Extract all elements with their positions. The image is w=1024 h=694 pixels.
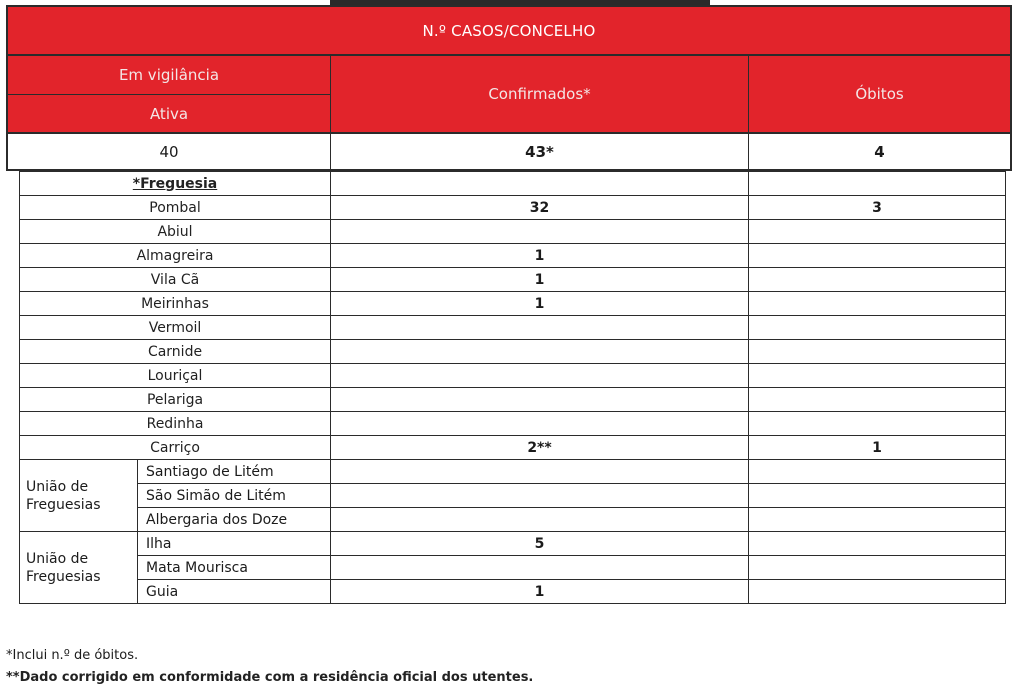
confirmados-cell: 32: [331, 196, 749, 220]
table-row: [20, 508, 1006, 532]
obitos-cell: [749, 316, 1006, 340]
footnotes: [6, 645, 533, 689]
vigilancia-value: 40: [159, 142, 179, 161]
freguesia-name: Vermoil: [20, 316, 331, 340]
table-row: [20, 292, 1006, 316]
table-title: N.º CASOS/CONCELHO: [8, 7, 1010, 56]
obitos-cell: 3: [749, 196, 1006, 220]
freguesia-name: Carnide: [20, 340, 331, 364]
em-vigilancia-header: Em vigilância: [8, 56, 330, 95]
freguesia-name: Redinha: [20, 412, 331, 436]
parish-table: [19, 171, 1006, 604]
footnote-2: **Dado corrigido em conformidade com a residência oficial dos utentes.: [6, 670, 534, 685]
confirmados-cell: [331, 316, 749, 340]
obitos-cell: [749, 340, 1006, 364]
footnote-1: *Inclui n.º de óbitos.: [6, 648, 139, 663]
confirmados-cell: 5: [331, 532, 749, 556]
table-row: [20, 220, 1006, 244]
confirmados-cell: 2**: [331, 436, 749, 460]
summary-values-row: [8, 132, 1010, 169]
uniao-label: União de Freguesias: [20, 460, 138, 532]
obitos-cell: [749, 556, 1006, 580]
table-row: [20, 484, 1006, 508]
table-row: [20, 244, 1006, 268]
obitos-cell: 1: [749, 436, 1006, 460]
uniao-member-name: Mata Mourisca: [138, 556, 331, 580]
obitos-cell: [749, 364, 1006, 388]
obitos-cell: [749, 388, 1006, 412]
table-row: [20, 316, 1006, 340]
obitos-cell: [749, 508, 1006, 532]
confirmados-cell: 1: [331, 292, 749, 316]
uniao-member-name: Guia: [138, 580, 331, 604]
table-row: [20, 532, 1006, 556]
table-row: [20, 172, 1006, 196]
table-row: [20, 364, 1006, 388]
confirmados-cell: [331, 412, 749, 436]
obitos-header: Óbitos: [748, 56, 1010, 132]
obitos-cell: [749, 484, 1006, 508]
confirmados-value: 43*: [330, 134, 748, 169]
freguesia-name: Pelariga: [20, 388, 331, 412]
uniao-member-name: Santiago de Litém: [138, 460, 331, 484]
obitos-cell: [749, 412, 1006, 436]
freguesia-name: Abiul: [20, 220, 331, 244]
summary-header: [6, 5, 1012, 171]
confirmados-cell: [331, 388, 749, 412]
freguesia-name: Louriçal: [20, 364, 331, 388]
obitos-cell: [749, 460, 1006, 484]
freguesia-name: Vila Cã: [20, 268, 331, 292]
table-row: [20, 460, 1006, 484]
uniao-member-name: Ilha: [138, 532, 331, 556]
obitos-cell: [749, 532, 1006, 556]
obitos-cell: [749, 580, 1006, 604]
confirmados-cell: [331, 340, 749, 364]
freguesia-name: Pombal: [20, 196, 331, 220]
freguesia-name: Carriço: [20, 436, 331, 460]
table-row: [20, 340, 1006, 364]
obitos-cell: [749, 220, 1006, 244]
table-row: [20, 196, 1006, 220]
obitos-cell: [749, 268, 1006, 292]
confirmados-cell: 1: [331, 580, 749, 604]
confirmados-cell: [331, 220, 749, 244]
obitos-cell: [749, 292, 1006, 316]
table-row: [20, 412, 1006, 436]
ativa-header: Ativa: [8, 95, 330, 132]
freguesia-name: Meirinhas: [20, 292, 331, 316]
confirmados-cell: [331, 484, 749, 508]
confirmados-cell: [331, 364, 749, 388]
confirmados-header: Confirmados*: [330, 56, 748, 132]
confirmados-cell: [331, 460, 749, 484]
table-row: [20, 556, 1006, 580]
confirmados-cell: 1: [331, 268, 749, 292]
table-row: [20, 436, 1006, 460]
obitos-value: 4: [748, 134, 1010, 169]
confirmados-cell: [331, 508, 749, 532]
freguesia-header-cell: *Freguesia: [20, 172, 331, 196]
uniao-label: União de Freguesias: [20, 532, 138, 604]
table-row: [20, 388, 1006, 412]
freguesia-name: Almagreira: [20, 244, 331, 268]
uniao-member-name: São Simão de Litém: [138, 484, 331, 508]
table-row: [20, 268, 1006, 292]
obitos-cell: [749, 244, 1006, 268]
confirmados-cell: [331, 556, 749, 580]
uniao-member-name: Albergaria dos Doze: [138, 508, 331, 532]
table-row: [20, 580, 1006, 604]
confirmados-cell: 1: [331, 244, 749, 268]
